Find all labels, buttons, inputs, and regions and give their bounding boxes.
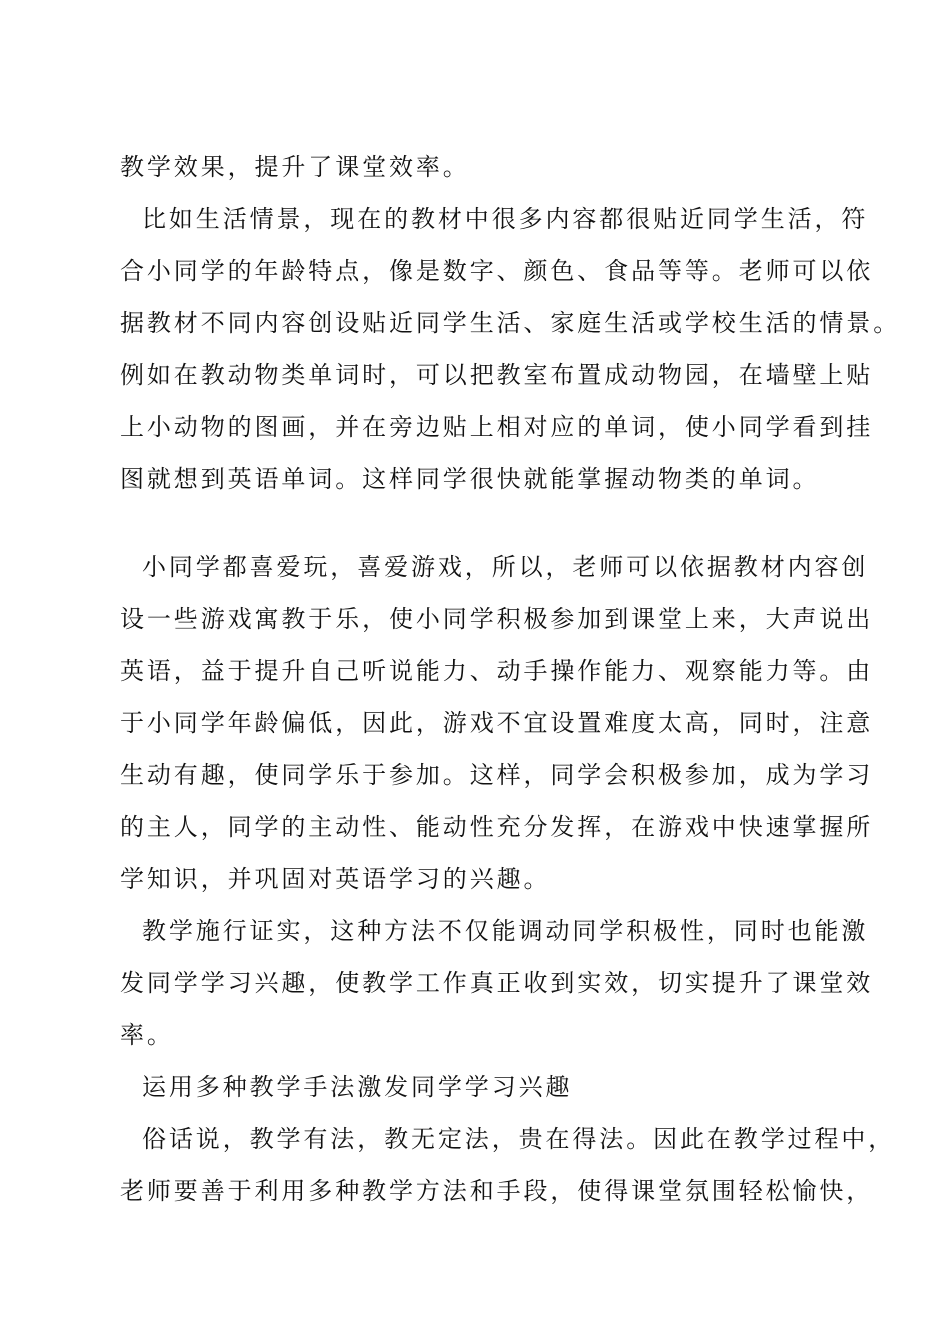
text-line: 生动有趣，使同学乐于参加。这样，同学会积极参加，成为学习 (120, 761, 874, 789)
text-line: 图就想到英语单词。这样同学很快就能掌握动物类的单词。 (120, 465, 820, 493)
text-line: 小同学都喜爱玩，喜爱游戏，所以，老师可以依据教材内容创 (142, 553, 869, 581)
text-line: 的主人，同学的主动性、能动性充分发挥，在游戏中快速掌握所 (120, 813, 874, 841)
text-line: 率。 (120, 1021, 174, 1049)
text-line: 合小同学的年龄特点，像是数字、颜色、食品等等。老师可以依 (120, 257, 874, 285)
text-line: 上小动物的图画，并在旁边贴上相对应的单词，使小同学看到挂 (120, 413, 874, 441)
text-block-top (120, 141, 901, 505)
text-line: 教学效果，提升了课堂效率。 (120, 153, 470, 181)
text-line: 例如在教动物类单词时，可以把教室布置成动物园，在墙壁上贴 (120, 361, 874, 389)
text-line: 英语，益于提升自己听说能力、动手操作能力、观察能力等。由 (120, 657, 874, 685)
section-heading: 运用多种教学手法激发同学学习兴趣 (142, 1073, 573, 1101)
text-block-bottom (120, 541, 896, 1217)
text-line: 俗话说，教学有法，教无定法，贵在得法。因此在教学过程中， (142, 1125, 896, 1153)
text-line: 发同学学习兴趣，使教学工作真正收到实效，切实提升了课堂效 (120, 969, 874, 997)
text-line: 学知识，并巩固对英语学习的兴趣。 (120, 865, 551, 893)
text-line: 老师要善于利用多种教学方法和手段，使得课堂氛围轻松愉快， (120, 1177, 874, 1205)
text-line: 比如生活情景，现在的教材中很多内容都很贴近同学生活，符 (142, 205, 869, 233)
text-line: 于小同学年龄偏低，因此，游戏不宜设置难度太高，同时，注意 (120, 709, 874, 737)
text-line: 教学施行证实，这种方法不仅能调动同学积极性，同时也能激 (142, 917, 869, 945)
text-line: 设一些游戏寓教于乐，使小同学积极参加到课堂上来，大声说出 (120, 605, 874, 633)
text-line: 据教材不同内容创设贴近同学生活、家庭生活或学校生活的情景。 (120, 309, 901, 337)
